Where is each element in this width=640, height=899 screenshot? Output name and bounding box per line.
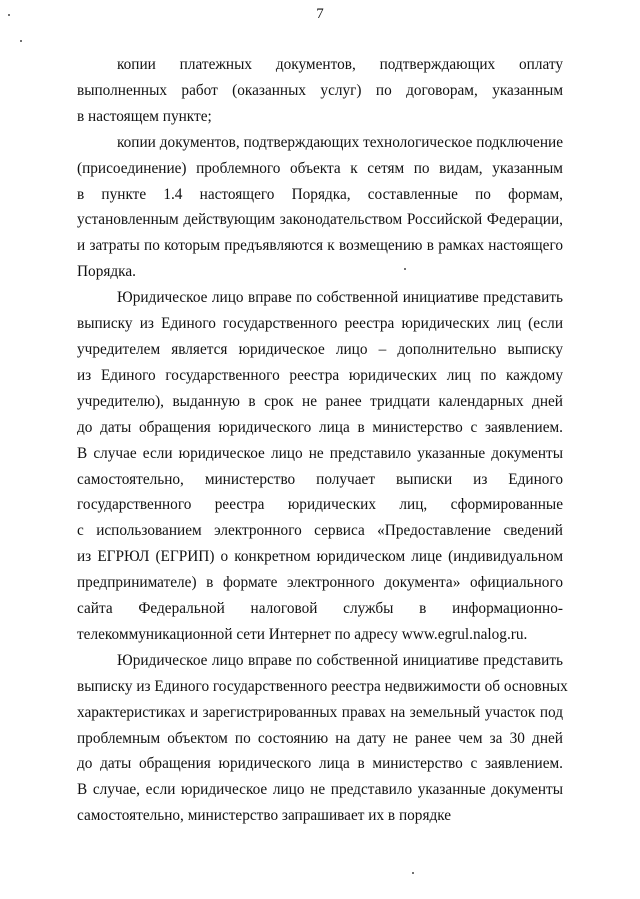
paragraph-egrn bbox=[77, 648, 568, 829]
text-line: учредителю), выданную в срок не ранее тридцати календарных дней bbox=[77, 392, 563, 410]
text-line: Юридическое лицо вправе по собственной инициативе представить bbox=[117, 651, 563, 669]
paragraph-connection-docs bbox=[77, 130, 563, 285]
text-line: самостоятельно, министерство получает выписки из Единого bbox=[77, 470, 563, 488]
text-line: Порядка. bbox=[77, 263, 136, 281]
text-line: установленным действующим законодательством Российской Федерации, bbox=[77, 211, 563, 229]
text-line: Юридическое лицо вправе по собственной инициативе представить bbox=[117, 289, 563, 307]
paragraph-egrul bbox=[77, 285, 563, 648]
page-number: 7 bbox=[316, 6, 324, 22]
scan-speck bbox=[8, 14, 10, 16]
text-line: государственного реестра юридических лиц, сформированные bbox=[77, 496, 563, 514]
text-line: выписку из Единого государственного реестра юридических лиц (если bbox=[77, 315, 563, 333]
text-line: предпринимателе) в формате электронного документа» официального bbox=[77, 574, 563, 592]
text-line: и затраты по которым предъявляются к возмещению в рамках настоящего bbox=[77, 237, 563, 255]
scan-speck bbox=[412, 872, 414, 874]
text-line: копии документов, подтверждающих технологическое подключение bbox=[117, 133, 563, 151]
text-line: с использованием электронного сервиса «Предоставление сведений bbox=[77, 522, 563, 540]
text-line: из Единого государственного реестра юридических лиц по каждому bbox=[77, 366, 563, 384]
text-line: самостоятельно, министерство запрашивает их в порядке bbox=[77, 807, 452, 825]
text-line: В случае если юридическое лицо не представило указанные документы bbox=[77, 444, 563, 462]
scan-speck bbox=[404, 268, 406, 270]
text-line: в настоящем пункте; bbox=[77, 107, 212, 125]
text-line: (присоединение) проблемного объекта к сетям по видам, указанным bbox=[77, 159, 563, 177]
text-line: выписку из Единого государственного реестра недвижимости об основных bbox=[77, 677, 568, 695]
text-line: до даты обращения юридического лица в министерство с заявлением. bbox=[77, 755, 563, 773]
text-line: до даты обращения юридического лица в министерство с заявлением. bbox=[77, 418, 563, 436]
text-line: В случае, если юридическое лицо не представило указанные документы bbox=[77, 781, 563, 799]
text-line: телекоммуникационной сети Интернет по адресу www.egrul.nalog.ru. bbox=[77, 625, 528, 643]
document-body bbox=[77, 52, 568, 829]
text-line: учредителем является юридическое лицо – дополнительно выписку bbox=[77, 340, 563, 358]
paragraph-payment-docs bbox=[77, 52, 563, 130]
scan-speck bbox=[20, 40, 22, 42]
text-line: характеристиках и зарегистрированных правах на земельный участок под bbox=[77, 703, 563, 721]
text-line: выполненных работ (оказанных услуг) по договорам, указанным bbox=[77, 81, 563, 99]
text-line: сайта Федеральной налоговой службы в информационно- bbox=[77, 600, 563, 618]
text-line: в пункте 1.4 настоящего Порядка, составленные по формам, bbox=[77, 185, 563, 203]
text-line: копии платежных документов, подтверждающих оплату bbox=[117, 56, 563, 73]
text-line: из ЕГРЮЛ (ЕГРИП) о конкретном юридическом лице (индивидуальном bbox=[77, 548, 563, 566]
text-line: проблемным объектом по состоянию на дату не ранее чем за 30 дней bbox=[77, 729, 563, 747]
